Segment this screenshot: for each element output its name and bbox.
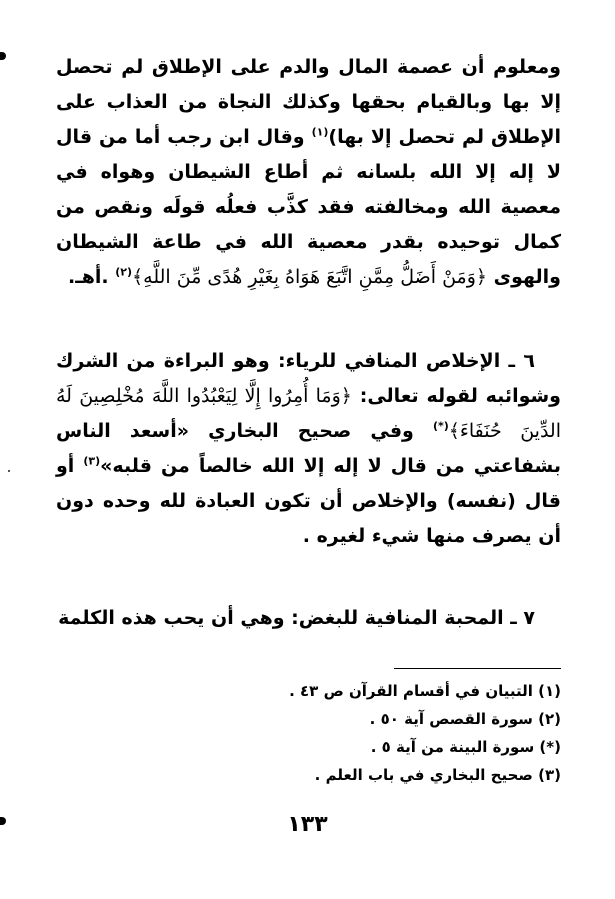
page-number: ١٣٣ [287, 812, 328, 837]
paragraph-sincerity [56, 344, 561, 554]
footnote-ref-star: (*) [432, 419, 449, 433]
paragraph-2-text-c: أو قال (نفسه) والإخلاص أن تكون العبادة لله وحده دون أن يصرف منها شيء لغيره . [56, 455, 561, 547]
footnote-ref-3: (٣) [83, 454, 101, 468]
paragraph-3-text: ٧ ـ المحبة المنافية للبغض: وهي أن يحب هذه الكلمة [58, 607, 535, 629]
paragraph-1-text-b: وقال ابن رجب أما من قال لا إله إلا الله بلسانه ثم أطاع الشيطان وهواه في معصية الله ومخالفته فقد كذَّب فعلُه قولَه ونقص من كمال توحيده بقدر معصية الله في طاعة الشيطان والهوى [56, 126, 561, 288]
footnote-ref-1: (١) [311, 125, 329, 139]
footnote-ref-2: (٢) [115, 265, 133, 279]
paragraph-2-text-a: ٦ ـ الإخلاص المنافي للرياء: وهو البراءة من الشرك وشوائبه لقوله تعالى: [56, 350, 561, 407]
quran-verse-qasas: ﴿وَمَنْ أَضَلُّ مِمَّنِ اتَّبَعَ هَوَاهُ بِغَيْرِ هُدًى مِّنَ اللَّهِ﴾ [132, 266, 488, 288]
binding-mark-top [0, 52, 6, 60]
paragraph-1-text-c: .أهـ. [68, 266, 116, 288]
scan-speck [8, 470, 10, 472]
footnote-star: (*) سورة البينة من آية ٥ . [370, 738, 561, 756]
paragraph-1-text-a: ومعلوم أن عصمة المال والدم على الإطلاق لم تحصل إلا بها وبالقيام بحقها وكذلك النجاة من العذاب على الإطلاق لم تحصل إلا بها) [56, 56, 561, 148]
footnote-2: (٢) سورة القصص آية ٥٠ . [369, 710, 561, 728]
footnotes-list [56, 677, 561, 789]
footnote-separator [394, 668, 561, 669]
footnote-3: (٣) صحيح البخاري في باب العلم . [314, 766, 561, 784]
footnote-1: (١) التبيان في أقسام القرآن ص ٤٣ . [289, 682, 561, 700]
paragraph-love [56, 601, 561, 636]
paragraph-2-text-b: وفي صحيح البخاري «أسعد الناس بشفاعتي من قال لا إله إلا الله خالصاً من قلبه» [56, 420, 562, 477]
quran-verse-bayyina: ﴿وَمَا أُمِرُوا إِلَّا لِيَعْبُدُوا اللَّهَ مُخْلِصِينَ لَهُ الدِّينَ حُنَفَاءَ﴾ [56, 385, 562, 442]
paragraph-reliance [56, 50, 561, 295]
